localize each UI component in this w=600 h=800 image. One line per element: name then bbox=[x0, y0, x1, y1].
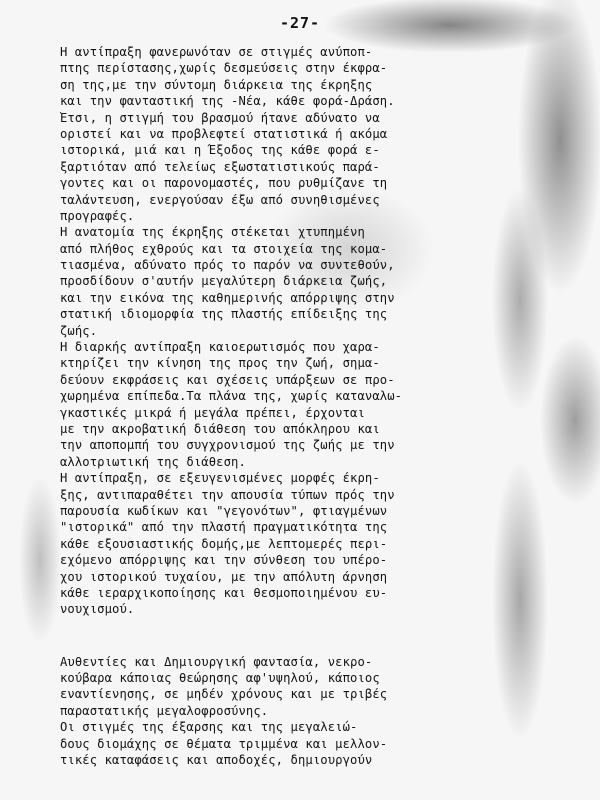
text-line: κάθε εξουσιαστικής δομής,με λεπτομερές περι- bbox=[60, 536, 388, 551]
text-line: κάθε ιεραρχικοποίησης και θεσμοποιημένου ευ- bbox=[60, 585, 388, 600]
text-line: την αποπομπή του συγχρονισμού της ζωής με την bbox=[60, 438, 395, 453]
text-line: παρουσία κωδίκων και "γεγονότων", φτιαγμένων bbox=[60, 503, 388, 518]
text-line: τιασμένα, αδύνατο πρός το παρόν να συντεθούν, bbox=[60, 258, 395, 273]
text-line: εναντίενησης, σε μηδέν χρόνους και με τριβές bbox=[60, 687, 388, 702]
paragraph-gap bbox=[60, 618, 558, 654]
text-line: αλλοτριωτική της διάθεση. bbox=[60, 454, 246, 469]
text-line: και την φανταστική της -Νέα, κάθε φορά-Δράση. bbox=[60, 94, 395, 109]
text-line: νουχισμού. bbox=[60, 602, 135, 617]
text-line: γοντες και οι παρονομαστές, που ρυθμίζανε τη bbox=[60, 176, 388, 191]
text-line: ξης, αντιπαραθέτει την απουσία τύπων πρός την bbox=[60, 487, 395, 502]
body-text bbox=[60, 44, 558, 768]
text-line: γκαστικές μικρά ή μεγάλα πρέπει, έρχονται bbox=[60, 405, 365, 420]
text-line: Η διαρκής αντίπραξη καιοερωτισμός που χαρα- bbox=[60, 340, 380, 355]
text-line: κτηρίζει την κίνηση της προς την ζωή, σημα- bbox=[60, 356, 380, 371]
text-line: Αυθεντίες και Δημιουργική φαντασία, νεκρο- bbox=[60, 654, 373, 669]
text-line: παραστατικής μεγαλοφροσύνης. bbox=[60, 703, 269, 718]
text-line: Η ανατομία της έκρηξης στέκεται χτυπημένη bbox=[60, 225, 365, 240]
paragraph bbox=[60, 470, 558, 618]
paragraph bbox=[60, 719, 558, 768]
text-line: ζωής. bbox=[60, 323, 98, 338]
text-line: Οι στιγμές της έξαρσης και της μεγαλειώ- bbox=[60, 720, 358, 735]
text-line: ταλάντευση, ενεργούσαν έξω από συνηθισμένες bbox=[60, 192, 380, 207]
text-line: Έτσι, η στιγμή του βρασμού ήτανε αδύνατο να bbox=[60, 110, 380, 125]
text-line: "ιστορικά" από την πλαστή πραγματικότητα της bbox=[60, 520, 388, 535]
text-line: ξαρτιόταν από τελείως εξωστατιστικούς παρά- bbox=[60, 159, 380, 174]
paragraph bbox=[60, 654, 558, 720]
paragraph bbox=[60, 339, 558, 470]
text-line: ιστορικά, μιά και η Έξοδος της κάθε φορά ε- bbox=[60, 143, 380, 158]
text-line: και την εικόνα της καθημερινής απόρριψης στην bbox=[60, 290, 395, 305]
text-line: προσδίδουν σ'αυτήν μεγαλύτερη διάρκεια ζωής, bbox=[60, 274, 388, 289]
text-line: δους διομάχης σε θέματα τριμμένα και μελλον- bbox=[60, 736, 388, 751]
page-number: -27- bbox=[279, 14, 321, 32]
text-line: κούβαρα κάποιας θεώρησης αφ'υψηλού, κάποιος bbox=[60, 671, 380, 686]
text-line: δεύουν εκφράσεις και σχέσεις υπάρξεων σε προ- bbox=[60, 372, 395, 387]
text-line: στατική ιδιομορφία της πλαστής επίδειξης της bbox=[60, 307, 388, 322]
paragraph bbox=[60, 224, 558, 339]
text-line: με την ακροβατική διάθεση του απόκληρου και bbox=[60, 421, 380, 436]
text-line: προγραφές. bbox=[60, 208, 135, 223]
text-line: ση της,με την σύντομη διάρκεια της έκρηξης bbox=[60, 77, 373, 92]
paragraph bbox=[60, 44, 558, 224]
text-line: πτης περίστασης,χωρίς δεσμεύσεις στην έκφρα- bbox=[60, 61, 388, 76]
text-line: οριστεί και να προβλεφτεί στατιστικά ή ακόμα bbox=[60, 126, 388, 141]
text-line: εχόμενο απόρριψης και την σύνθεση του υπέρο- bbox=[60, 553, 388, 568]
text-line: τικές καταφάσεις και αποδοχές, δημιουργούν bbox=[60, 753, 373, 768]
text-line: χωρημένα επίπεδα.Τα πλάνα της, χωρίς καταναλω- bbox=[60, 389, 403, 404]
text-line: χου ιστορικού τυχαίου, με την απόλυτη άρνηση bbox=[60, 569, 388, 584]
text-line: από πλήθος εχθρούς και τα στοιχεία της κομα- bbox=[60, 241, 388, 256]
text-line: Η αντίπραξη, σε εξευγενισμένες μορφές έκρη- bbox=[60, 471, 380, 486]
text-line: Η αντίπραξη φανερωνόταν σε στιγμές ανύποπ- bbox=[60, 45, 373, 59]
